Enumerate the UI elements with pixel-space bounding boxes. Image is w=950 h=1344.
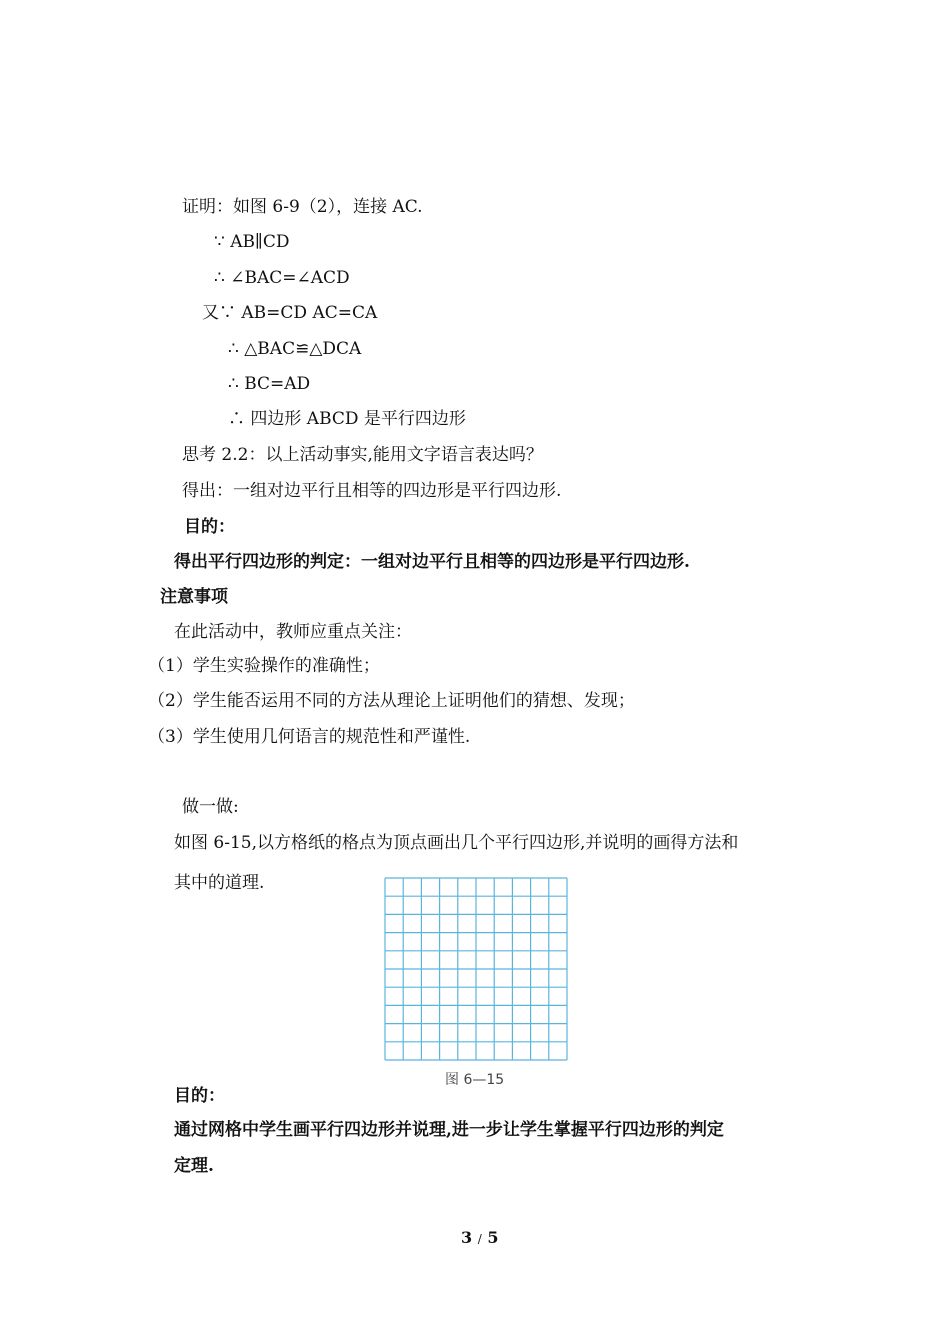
figure-caption: 图 6—15	[445, 1072, 505, 1088]
proof-step-2: ∴ ∠BAC=∠ACD	[214, 268, 350, 288]
exercise-text-line-1: 如图 6-15,以方格纸的格点为顶点画出几个平行四边形,并说明的画得方法和	[174, 833, 739, 853]
proof-step-5: ∴ BC=AD	[228, 374, 311, 394]
proof-step-4: ∴ △BAC≌△DCA	[228, 339, 362, 359]
purpose-heading: 目的：	[184, 517, 235, 537]
notes-heading: 注意事项	[160, 587, 228, 607]
grid-paper-figure	[384, 877, 568, 1061]
page-total: 5	[487, 1228, 499, 1247]
purpose-2-text-line-2: 定理.	[174, 1156, 214, 1176]
proof-step-3: 又∵ AB=CD AC=CA	[202, 303, 378, 323]
purpose-text: 得出平行四边形的判定：一组对边平行且相等的四边形是平行四边形.	[174, 552, 690, 572]
think-answer: 得出：一组对边平行且相等的四边形是平行四边形.	[182, 481, 562, 501]
notes-item-2: （2）学生能否运用不同的方法从理论上证明他们的猜想、发现；	[148, 691, 635, 711]
purpose-2-text-line-1: 通过网格中学生画平行四边形并说理,进一步让学生掌握平行四边形的判定	[174, 1120, 724, 1140]
think-question: 思考 2.2：以上活动事实,能用文字语言表达吗？	[182, 445, 543, 465]
grid-paper	[384, 877, 568, 1061]
proof-step-6: ∴ 四边形 ABCD 是平行四边形	[228, 409, 466, 429]
page-separator: /	[477, 1232, 482, 1246]
notes-item-1: （1）学生实验操作的准确性；	[148, 656, 380, 676]
proof-step-1: ∵ AB∥CD	[214, 232, 290, 252]
proof-intro: 证明：如图 6-9（2），连接 AC.	[182, 197, 423, 217]
purpose-2-heading: 目的：	[174, 1086, 225, 1106]
notes-intro: 在此活动中，教师应重点关注：	[174, 622, 412, 642]
page-indicator	[461, 1228, 498, 1247]
exercise-text-line-2: 其中的道理.	[174, 873, 265, 893]
exercise-title: 做一做:	[182, 797, 239, 817]
page-current: 3	[461, 1228, 473, 1247]
notes-item-3: （3）学生使用几何语言的规范性和严谨性.	[148, 727, 471, 747]
